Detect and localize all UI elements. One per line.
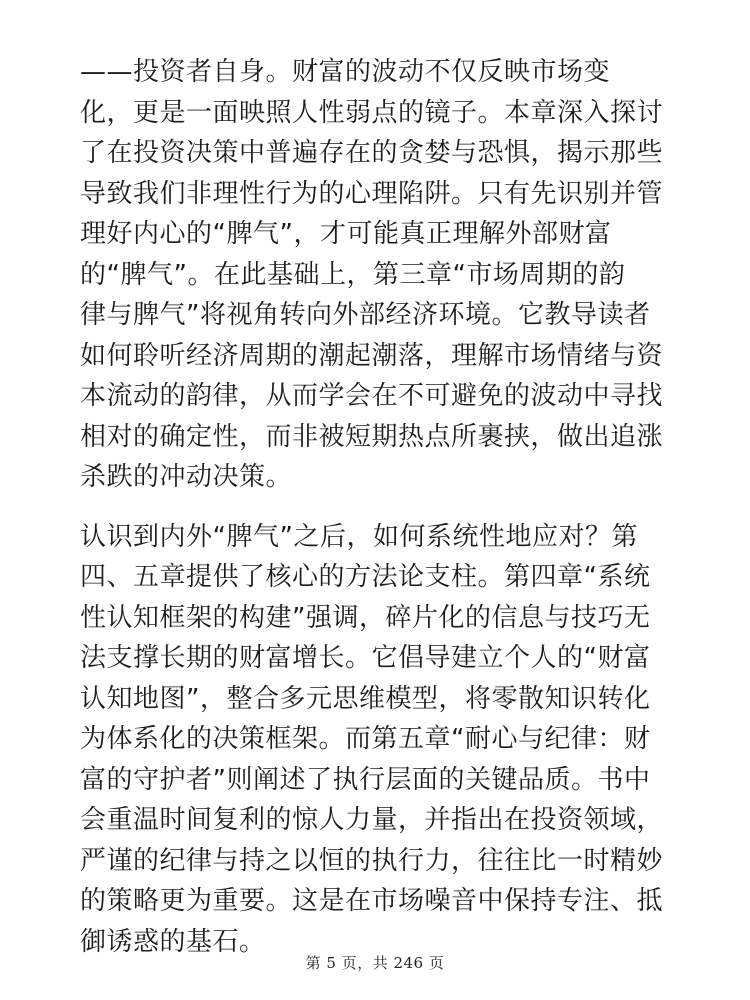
text-line: 严谨的纪律与持之以恒的执行力，往往比一时精妙 — [80, 845, 664, 876]
text-line: 律与脾气”将视角转向外部经济环境。它教导读者 — [80, 300, 651, 330]
text-line: 为体系化的决策框架。而第五章“耐心与纪律：财 — [80, 724, 651, 754]
text-line: 导致我们非理性行为的心理陷阱。只有先识别并管 — [80, 178, 664, 209]
text-line: 认识到内外“脾气”之后，如何系统性地应对？第 — [80, 521, 638, 552]
page-body — [80, 52, 700, 962]
text-line: 性认知框架的构建”强调，碎片化的信息与技巧无 — [80, 602, 651, 633]
paragraph-spacer — [80, 498, 700, 517]
text-line: 化，更是一面映照人性弱点的镜子。本章深入探讨 — [80, 97, 664, 128]
text-line: 会重温时间复利的惊人力量，并指出在投资领域， — [80, 805, 664, 835]
paragraph-2 — [80, 517, 700, 963]
paragraph-1 — [80, 52, 700, 498]
text-line: 杀跌的冲动决策。 — [80, 462, 293, 492]
text-line: ——投资者自身。财富的波动不仅反映市场变 — [80, 57, 611, 87]
text-line: 的策略更为重要。这是在市场噪音中保持专注、抵 — [80, 886, 664, 916]
text-line: 本流动的韵律，从而学会在不可避免的波动中寻找 — [80, 381, 664, 411]
text-line: 四、五章提供了核心的方法论支柱。第四章“系统 — [80, 562, 651, 592]
text-line: 御诱惑的基石。 — [80, 926, 266, 957]
text-line: 认知地图”，整合多元思维模型，将零散知识转化 — [80, 683, 651, 714]
text-line: 的“脾气”。在此基础上，第三章“市场周期的韵 — [80, 259, 626, 290]
page-number-footer: 第 5 页，共 246 页 — [305, 954, 445, 972]
text-line: 法支撑长期的财富增长。它倡导建立个人的“财富 — [80, 643, 651, 673]
text-line: 如何聆听经济周期的潮起潮落，理解市场情绪与资 — [80, 340, 664, 371]
text-line: 富的守护者”则阐述了执行层面的关键品质。书中 — [80, 764, 651, 795]
text-line: 理好内心的“脾气”，才可能真正理解外部财富 — [80, 219, 612, 249]
text-line: 相对的确定性，而非被短期热点所裹挟，做出追涨 — [80, 421, 664, 452]
text-line: 了在投资决策中普遍存在的贪婪与恐惧，揭示那些 — [80, 138, 664, 168]
